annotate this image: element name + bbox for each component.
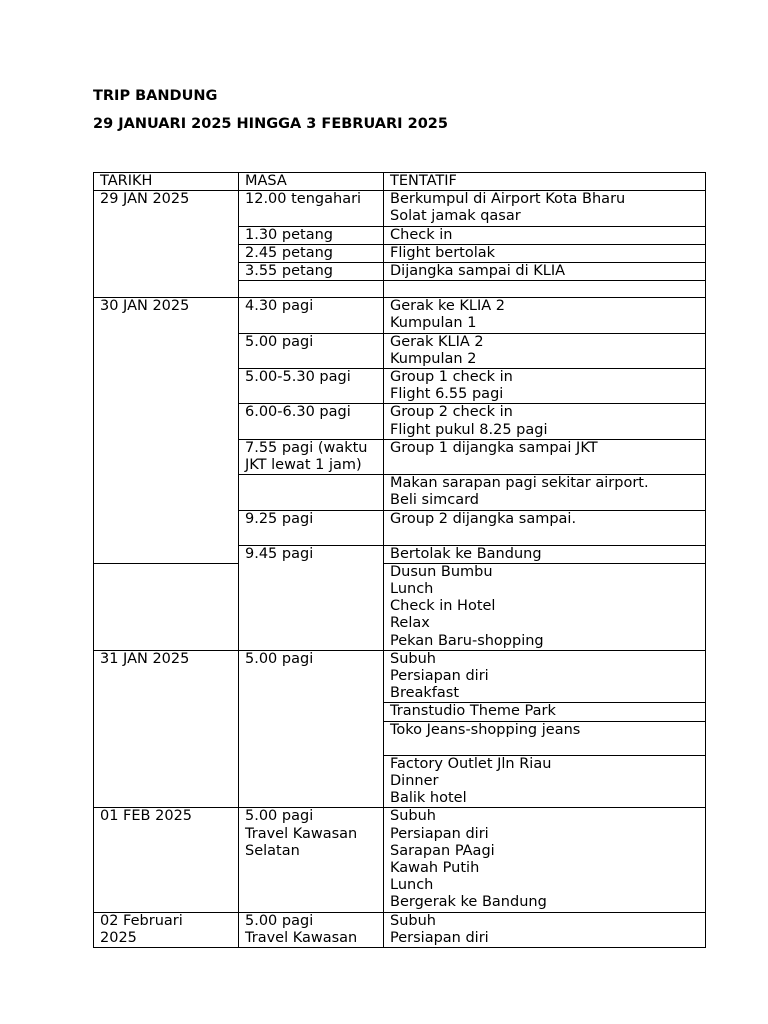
document-subtitle: 29 JANUARI 2025 HINGGA 3 FEBRUARI 2025 [93, 116, 448, 132]
activity-line: Beli simcard [390, 492, 480, 509]
date-cell-empty [94, 563, 239, 650]
activity-line: Kumpulan 1 [390, 315, 477, 332]
activity-cell [384, 475, 706, 510]
activity-cell [384, 912, 706, 947]
time-line: 7.55 pagi (waktu [245, 439, 368, 456]
activity-line: Dusun Bumbu [390, 563, 493, 580]
table-row [94, 298, 706, 333]
activity-line: Berkumpul di Airport Kota Bharu [390, 191, 626, 208]
activity-line: Check in Hotel [390, 598, 496, 615]
activity-line: Kawah Putih [390, 859, 480, 876]
activity-line: Group 2 check in [390, 404, 513, 421]
activity-line: Subuh [390, 650, 436, 667]
activity-line: Gerak ke KLIA 2 [390, 298, 506, 315]
date-cell: 29 JAN 2025 [94, 191, 239, 298]
table-header-row [94, 173, 706, 191]
time-cell: 2.45 petang [239, 244, 384, 262]
table-row [94, 563, 706, 650]
itinerary-table [93, 172, 706, 948]
time-line: Travel Kawasan [245, 929, 358, 946]
activity-line: Dinner [390, 772, 439, 789]
activity-line: Sarapan PAagi [390, 842, 495, 859]
time-line: Travel Kawasan [245, 825, 358, 842]
activity-line: Persiapan diri [390, 825, 489, 842]
time-cell: 3.55 petang [239, 263, 384, 281]
activity-cell: Check in [384, 226, 706, 244]
time-cell: 6.00-6.30 pagi [239, 404, 384, 439]
activity-cell [384, 369, 706, 404]
date-cell: 31 JAN 2025 [94, 650, 239, 807]
activity-line: Persiapan diri [390, 668, 489, 685]
time-cell: 12.00 tengahari [239, 191, 384, 226]
activity-line: Factory Outlet Jln Riau [390, 755, 552, 772]
activity-cell-empty [384, 281, 706, 298]
activity-line: Persiapan diri [390, 929, 489, 946]
activity-cell [384, 298, 706, 333]
activity-cell: Group 2 dijangka sampai. [384, 510, 706, 545]
date-line: 2025 [100, 929, 137, 946]
time-line: JKT lewat 1 jam) [245, 457, 362, 474]
activity-line: Solat jamak qasar [390, 208, 521, 225]
document-title: TRIP BANDUNG [93, 88, 218, 104]
activity-line: Breakfast [390, 685, 460, 702]
date-cell: 30 JAN 2025 [94, 298, 239, 564]
header-tentatif: TENTATIF [384, 173, 706, 191]
activity-line: Flight 6.55 pagi [390, 386, 504, 403]
activity-line: Relax [390, 615, 430, 632]
time-cell: 9.25 pagi [239, 510, 384, 545]
time-cell: 9.45 pagi [239, 545, 384, 650]
activity-line: Lunch [390, 877, 434, 894]
activity-cell: Flight bertolak [384, 244, 706, 262]
time-cell: 5.00-5.30 pagi [239, 369, 384, 404]
date-cell: 01 FEB 2025 [94, 808, 239, 912]
table-row [94, 191, 706, 226]
table-row [94, 912, 706, 947]
activity-line: Subuh [390, 912, 436, 929]
activity-cell [384, 191, 706, 226]
activity-cell [384, 563, 706, 650]
activity-line: Flight pukul 8.25 pagi [390, 421, 548, 438]
time-cell: 5.00 pagi [239, 650, 384, 807]
activity-line: Makan sarapan pagi sekitar airport. [390, 475, 649, 492]
header-masa: MASA [239, 173, 384, 191]
time-cell [239, 912, 384, 947]
date-cell [94, 912, 239, 947]
activity-line: Pekan Baru-shopping [390, 632, 544, 649]
activity-cell: Bertolak ke Bandung [384, 545, 706, 563]
activity-line: Group 1 check in [390, 369, 513, 386]
activity-line: Lunch [390, 581, 434, 598]
activity-cell: Group 1 dijangka sampai JKT [384, 439, 706, 474]
table-row [94, 650, 706, 703]
time-cell: 1.30 petang [239, 226, 384, 244]
time-cell-empty [239, 281, 384, 298]
time-cell [239, 439, 384, 474]
activity-cell: Toko Jeans-shopping jeans [384, 721, 706, 755]
activity-cell [384, 808, 706, 912]
activity-cell [384, 755, 706, 808]
activity-cell [384, 333, 706, 368]
time-line: 5.00 pagi [245, 808, 314, 825]
activity-line: Gerak KLIA 2 [390, 333, 484, 350]
time-line: 5.00 pagi [245, 912, 314, 929]
time-cell: 5.00 pagi [239, 333, 384, 368]
activity-cell [384, 650, 706, 703]
time-cell: 4.30 pagi [239, 298, 384, 333]
activity-cell: Dijangka sampai di KLIA [384, 263, 706, 281]
activity-cell [384, 404, 706, 439]
activity-cell: Transtudio Theme Park [384, 703, 706, 721]
activity-line: Subuh [390, 808, 436, 825]
activity-line: Balik hotel [390, 790, 467, 807]
time-line: Selatan [245, 842, 300, 859]
activity-line: Bergerak ke Bandung [390, 894, 547, 911]
date-line: 02 Februari [100, 912, 183, 929]
table-row [94, 808, 706, 912]
time-cell [239, 808, 384, 912]
header-tarikh: TARIKH [94, 173, 239, 191]
activity-line: Kumpulan 2 [390, 350, 477, 367]
time-cell-empty [239, 475, 384, 510]
